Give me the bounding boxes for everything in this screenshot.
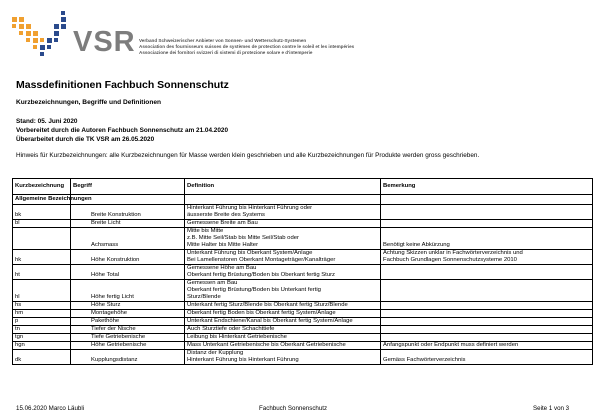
table-row (13, 265, 593, 280)
vsr-logo (10, 11, 355, 61)
table-row (13, 205, 593, 220)
definition-line: Oberkant fertig Brüstung/Boden bis Oberkant fertig Sturz (187, 272, 335, 278)
definition-line: Hinterkant Führung bis Hinterkant Führung oder (187, 205, 313, 211)
cell-definition (185, 205, 381, 220)
cell-abbr: hm (13, 310, 71, 318)
logo-wordmark: VSR (73, 26, 136, 58)
logo-org-line: Association des fournisseurs suisses de systèmes de protection contre le soleil et les intempéries (139, 44, 355, 49)
cell-abbr: hs (13, 302, 71, 310)
footer-date-author: 15.06.2020 Marco Läubli (16, 405, 85, 412)
meta-line: Vorbereitet durch die Autoren Fachbuch Sonnenschutz am 21.04.2020 (16, 127, 229, 134)
remark-line: Gemäss Fachwörterverzeichnis (383, 357, 466, 363)
cell-definition (185, 350, 381, 365)
cell-abbr: dk (13, 350, 71, 365)
table-row (13, 310, 593, 318)
definition-line: Gemessene Höhe am Bau (187, 265, 257, 271)
document-meta (16, 117, 228, 144)
definition-line: Mass Unterkant Getriebenische bis Oberkant Getriebenische (187, 342, 346, 348)
definition-line: z.B. Mitte Seil/Stab bis Mitte Seil/Stab oder (187, 235, 299, 241)
cell-remark (381, 205, 593, 220)
header-definition: Definition (185, 179, 381, 195)
definition-line: Mitte bis Mitte (187, 228, 224, 234)
cell-abbr: bk (13, 205, 71, 220)
remark-line: Achtung Skizzen unklar in Fachwörterverzeichnis und (383, 250, 523, 256)
meta-line: Stand: 05. Juni 2020 (16, 118, 78, 125)
table-row (13, 302, 593, 310)
cell-definition (185, 280, 381, 302)
cell-remark (381, 318, 593, 326)
cell-definition (185, 318, 381, 326)
header-term: Begriff (71, 179, 185, 195)
definition-line: Auch Sturztiefe oder Schachttiefe (187, 326, 275, 332)
vsr-logo-mark-icon (10, 11, 70, 59)
remark-line: Benötigt keine Abkürzung (383, 242, 450, 248)
cell-term: Breite Licht (71, 220, 185, 228)
table-row (13, 220, 593, 228)
cell-definition (185, 334, 381, 342)
cell-abbr: hgn (13, 342, 71, 350)
table-row (13, 326, 593, 334)
cell-remark (381, 310, 593, 318)
cell-term: Höhe Getriebenische (71, 342, 185, 350)
logo-org-line: Verband Schweizerischer Anbieter von Sonnen- und Wetterschutz-Systemen (139, 38, 307, 43)
cell-abbr: ht (13, 265, 71, 280)
definition-line: Gemessen am Bau (187, 280, 238, 286)
cell-remark (381, 280, 593, 302)
cell-remark (381, 228, 593, 250)
cell-abbr: tgn (13, 334, 71, 342)
cell-term: Tiefe Getriebenische (71, 334, 185, 342)
cell-remark (381, 220, 593, 228)
cell-term: Montagehöhe (71, 310, 185, 318)
definition-line: Bei Lamellenstoren Oberkant Montageträger/Kanalträger (187, 257, 336, 263)
cell-term: Höhe Total (71, 265, 185, 280)
definition-line: Oberkant fertig Boden bis Oberkant fertig System/Anlage (187, 310, 336, 316)
cell-abbr: tn (13, 326, 71, 334)
cell-abbr: p (13, 318, 71, 326)
footer-center: Fachbuch Sonnenschutz (259, 405, 328, 412)
cell-remark (381, 334, 593, 342)
definition-line: Gemessene Breite am Bau (187, 220, 258, 226)
document-subtitle: Kurzbezeichnungen, Begriffe und Definitionen (16, 99, 162, 106)
table-row (13, 334, 593, 342)
cell-term: Breite Konstruktion (71, 205, 185, 220)
definition-line: Oberkant fertig Brüstung/Boden bis Unterkant fertig (187, 287, 321, 293)
cell-remark (381, 250, 593, 265)
cell-term: Höhe fertig Licht (71, 280, 185, 302)
cell-definition (185, 228, 381, 250)
definition-line: Unterkant fertig Sturz/Blende bis Oberkant fertig Sturz/Blende (187, 302, 348, 308)
cell-term: Tiefer der Nische (71, 326, 185, 334)
cell-abbr (13, 228, 71, 250)
cell-definition (185, 220, 381, 228)
abbreviation-hint: Hinweis für Kurzbezeichnungen: alle Kurzbezeichnungen für Masse werden klein geschrieben und alle Kurzbezeichnungen für Produkte werden gross geschrieben. (16, 152, 480, 159)
section-label: Allgemeine Bezeichnungen (13, 195, 71, 205)
cell-definition (185, 302, 381, 310)
cell-term: Achsmass (71, 228, 185, 250)
definition-line: Hinterkant Führung bis Hinterkant Führung (187, 357, 299, 363)
remark-line: Anfangspunkt oder Endpunkt muss definiert werden (383, 342, 519, 348)
table-row (13, 318, 593, 326)
cell-definition (185, 310, 381, 318)
table-row (13, 228, 593, 250)
table-row (13, 350, 593, 365)
cell-remark (381, 265, 593, 280)
cell-term: Pakethöhe (71, 318, 185, 326)
cell-definition (185, 265, 381, 280)
definition-line: Mitte Halter bis Mitte Halter (187, 242, 259, 248)
meta-line: Überarbeitet durch die TK VSR am 26.05.2020 (16, 136, 155, 143)
cell-definition (185, 326, 381, 334)
cell-abbr: hl (13, 280, 71, 302)
cell-abbr: bl (13, 220, 71, 228)
cell-remark (381, 342, 593, 350)
definition-line: Sturz/Blende (187, 294, 221, 300)
definition-line: Unterkant Endschiene/Kanal bis Oberkant fertig System/Anlage (187, 318, 353, 324)
document-title: Massdefinitionen Fachbuch Sonnenschutz (16, 79, 229, 91)
table-header-row (13, 179, 593, 195)
logo-org-line: Associazione dei fornitori svizzeri di sistemi di protezione solare e d'intemperie (139, 50, 313, 55)
definition-line: Unterkant Führung bis Oberkant System/Anlage (187, 250, 313, 256)
cell-term: Höhe Konstruktion (71, 250, 185, 265)
definition-line: Leibung bis Hinterkant Getriebenische (187, 334, 287, 340)
section-row (13, 195, 593, 205)
cell-definition (185, 342, 381, 350)
cell-term: Höhe Sturz (71, 302, 185, 310)
header-remark: Bemerkung (381, 179, 593, 195)
cell-remark (381, 350, 593, 365)
definition-line: Distanz der Kupplung (187, 350, 244, 356)
cell-remark (381, 326, 593, 334)
table-row (13, 280, 593, 302)
table-row (13, 250, 593, 265)
cell-abbr: hk (13, 250, 71, 265)
logo-org-lines (139, 38, 354, 56)
cell-term: Kupplungsdistanz (71, 350, 185, 365)
footer-page: Seite 1 von 3 (533, 405, 570, 412)
definition-line: äusserste Breite des Systems (187, 212, 265, 218)
table-row (13, 342, 593, 350)
remark-line: Fachbuch Grundlagen Sonnenschutzsysteme 2010 (383, 257, 517, 263)
definitions-table (12, 178, 593, 365)
header-abbr: Kurzbezeichnung (13, 179, 71, 195)
cell-definition (185, 250, 381, 265)
cell-remark (381, 302, 593, 310)
